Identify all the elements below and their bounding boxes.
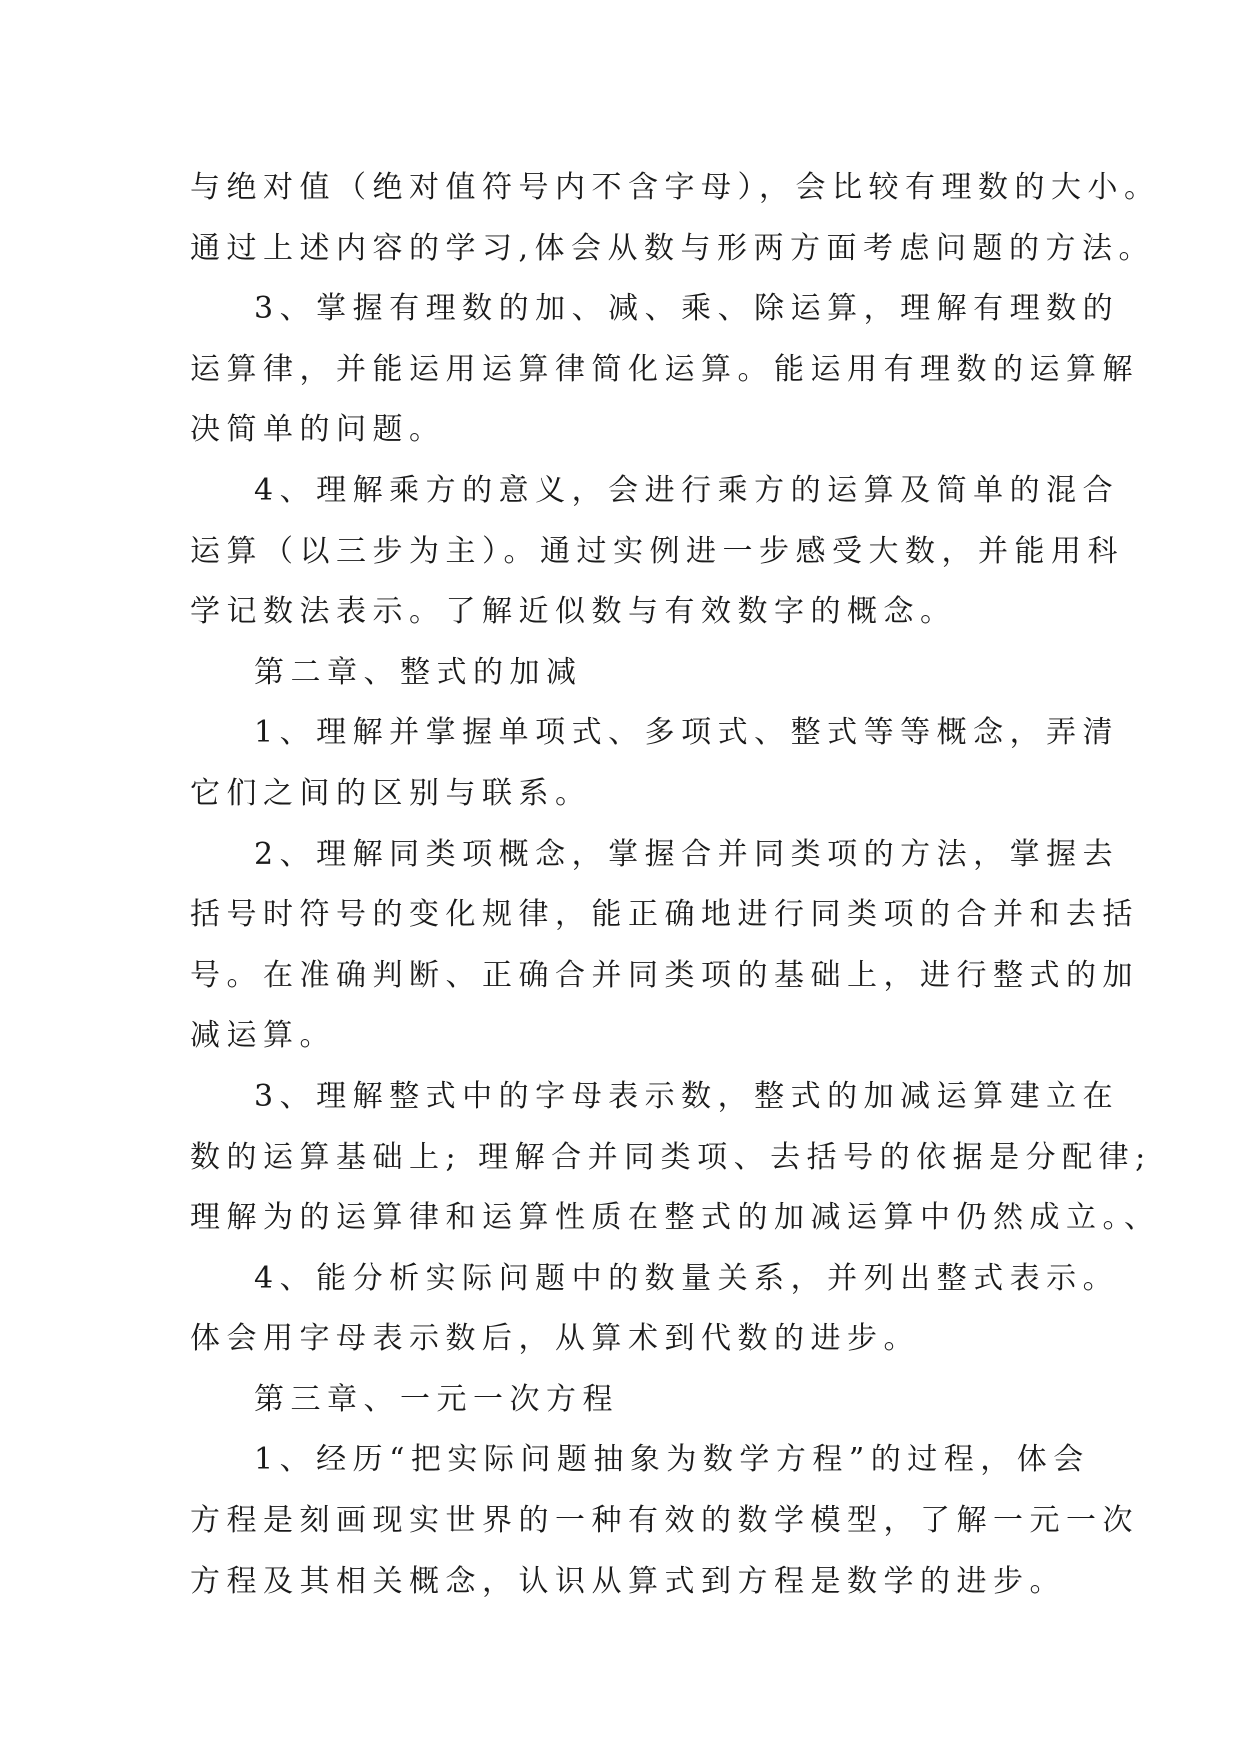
text-line: 通过上述内容的学习,体会从数与形两方面考虑问题的方法。 [190, 230, 1156, 266]
text-line: 减运算。 [190, 1018, 336, 1054]
chapter-heading: 第二章、整式的加减 [254, 654, 583, 690]
text-line: 运算律，并能运用运算律简化运算。能运用有理数的运算解 [190, 351, 1139, 387]
text-line: 理解为的运算律和运算性质在整式的加减运算中仍然成立。、 [190, 1200, 1161, 1236]
text-line: 1、理解并掌握单项式、多项式、整式等等概念，弄清 [254, 715, 1120, 751]
text-line: 决简单的问题。 [190, 412, 446, 448]
document-body [190, 158, 1161, 1612]
chapter-heading: 第三章、一元一次方程 [254, 1381, 619, 1417]
text-line: 3、理解整式中的字母表示数，整式的加减运算建立在 [254, 1078, 1120, 1114]
text-line: 方程是刻画现实世界的一种有效的数学模型，了解一元一次 [190, 1503, 1139, 1539]
text-line: 括号时符号的变化规律，能正确地进行同类项的合并和去括 [190, 897, 1139, 933]
text-line: 运算（以三步为主）。通过实例进一步感受大数，并能用科 [190, 533, 1124, 569]
text-line: 4、能分析实际问题中的数量关系，并列出整式表示。 [254, 1260, 1120, 1296]
text-line: 它们之间的区别与联系。 [190, 775, 592, 811]
text-line: 4、理解乘方的意义，会进行乘方的运算及简单的混合 [254, 472, 1120, 508]
text-line: 方程及其相关概念，认识从算式到方程是数学的进步。 [190, 1563, 1066, 1599]
text-line: 号。在准确判断、正确合并同类项的基础上，进行整式的加 [190, 957, 1139, 993]
text-line: 体会用字母表示数后，从算术到代数的进步。 [190, 1321, 920, 1357]
text-line: 学记数法表示。了解近似数与有效数字的概念。 [190, 594, 957, 630]
text-line: 1、经历“把实际问题抽象为数学方程”的过程，体会 [254, 1442, 1090, 1478]
text-line: 3、掌握有理数的加、减、乘、除运算，理解有理数的 [254, 291, 1120, 327]
text-line: 数的运算基础上; 理解合并同类项、去括号的依据是分配律; [190, 1139, 1152, 1175]
text-line: 2、理解同类项概念，掌握合并同类项的方法，掌握去 [254, 836, 1120, 872]
text-line: 与绝对值（绝对值符号内不含字母），会比较有理数的大小。 [190, 170, 1161, 205]
